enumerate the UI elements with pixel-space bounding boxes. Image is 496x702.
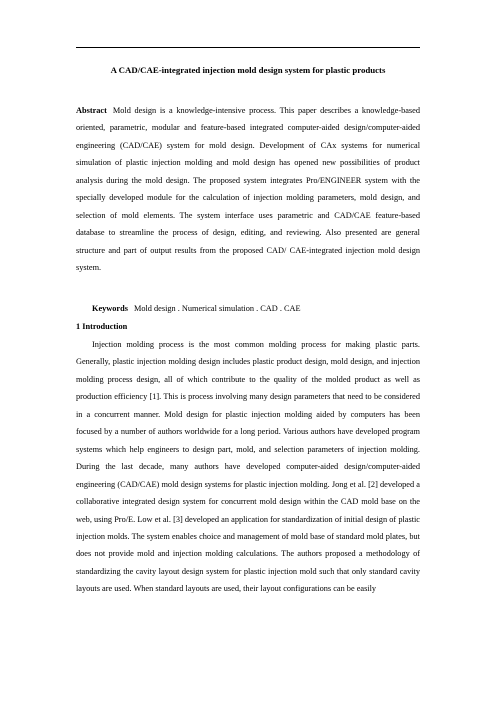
abstract-text: Mold design is a knowledge-intensive process. This paper describes a knowledge-based oriented, parametric, modular and feature-based integrated computer-aided design/computer-aided engineering (CAD/CAE) system for mold design. Development of CAx systems for numerical simulation of plastic injection molding and mold design has opened new possibilities of product analysis during the mold design. The proposed system integrates Pro/ENGINEER system with the specially developed module for the calculation of injection molding parameters, mold design, and selection of mold elements. The system interface uses parametric and CAD/CAE feature-based database to streamline the process of design, editing, and reviewing. Also presented are general structure and part of output results from the proposed CAD/ CAE-integrated injection mold design system. bbox=[76, 106, 420, 273]
header-rule bbox=[76, 47, 420, 48]
keywords-line bbox=[76, 300, 420, 317]
paper-title: A CAD/CAE-integrated injection mold design system for plastic products bbox=[110, 65, 386, 75]
section-heading-introduction: 1 Introduction bbox=[76, 322, 128, 331]
introduction-paragraph: Injection molding process is the most common molding process for making plastic parts. Generally, plastic injection molding design includes plastic product design, mold design, and injection molding process design, all of which contribute to the quality of the molded product as well as production efficiency [1]. This is process involving many design parameters that need to be considered in a concurrent manner. Mold design for plastic injection molding aided by computers has been focused by a number of authors worldwide for a long period. Various authors have developed program systems which help engineers to design part, mold, and selection parameters of injection molding. During the last decade, many authors have developed computer-aided design/computer-aided engineering (CAD/CAE) mold design systems for plastic injection molding. Jong et al. [2] developed a collaborative integrated design system for concurrent mold design within the CAD mold base on the web, using Pro/E. Low et al. [3] developed an application for standardization of initial design of plastic injection molds. The system enables choice and management of mold base of standard mold plates, but does not provide mold and injection molding calculations. The authors proposed a methodology of standardizing the cavity layout design system for plastic injection mold such that only standard cavity layouts are used. When standard layouts are used, their layout configurations can be easily bbox=[76, 340, 420, 594]
keywords-text: Mold design . Numerical simulation . CAD . CAE bbox=[133, 304, 301, 313]
keywords-label: Keywords bbox=[92, 304, 128, 313]
abstract-label: Abstract bbox=[76, 106, 107, 115]
abstract-paragraph bbox=[76, 102, 420, 277]
